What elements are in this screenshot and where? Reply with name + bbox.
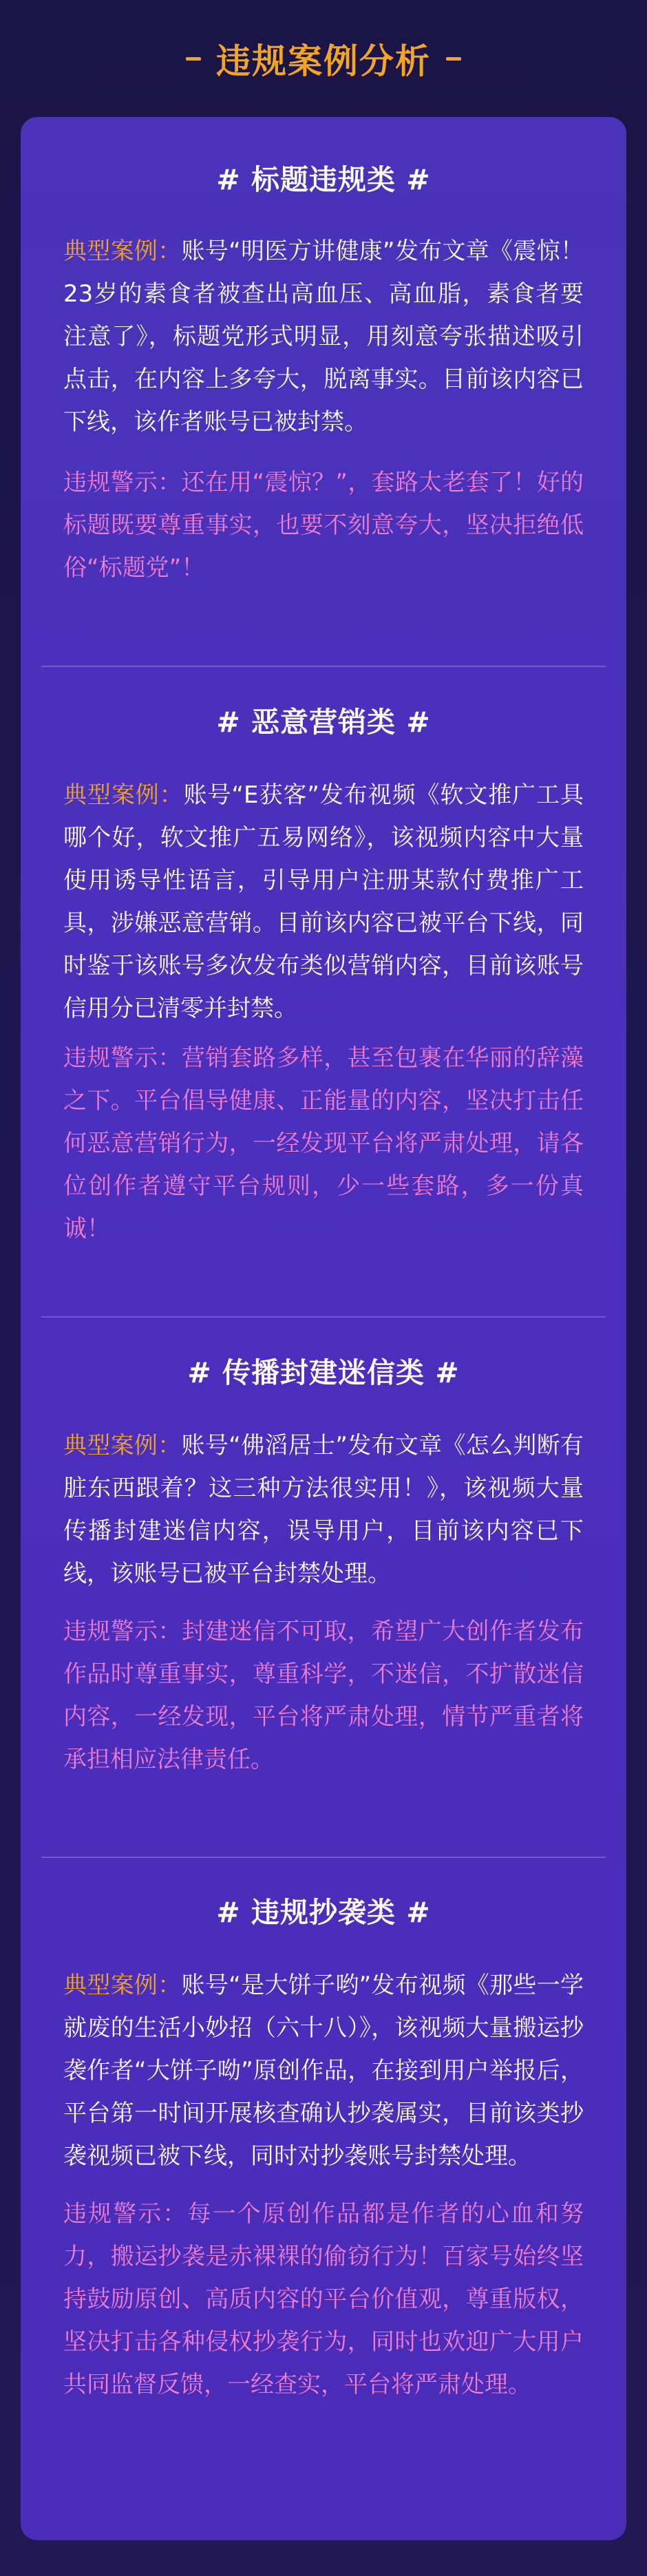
case-label: 典型案例： [63, 1432, 182, 1459]
warning-paragraph [63, 2193, 584, 2406]
warning-text: 营销套路多样，甚至包裹在华丽的辞藻之下。平台倡导健康、正能量的内容，坚决打击任何恶意营销行为，一经发现平台将严肃处理，请各位创作者遵守平台规则，少一些套路，多一份真诚！ [63, 1044, 584, 1243]
warning-paragraph [63, 1037, 584, 1250]
page-title: 违规案例分析 [216, 41, 431, 81]
case-paragraph [63, 230, 584, 443]
section-heading: # 恶意营销类 # [216, 705, 431, 739]
case-paragraph [63, 774, 584, 1030]
section-heading: # 标题违规类 # [216, 162, 431, 196]
case-text: 账号“是大饼子哟”发布视频《那些一学就废的生活小妙招（六十八）》，该视频大量搬运抄袭作者“大饼子呦”原创作品，在接到用户举报后，平台第一时间开展核查确认抄袭属实，目前该类抄袭视频已被下线，同时对抄袭账号封禁处理。 [63, 1972, 584, 2170]
warning-text: 封建迷信不可取，希望广大创作者发布作品时尊重事实，尊重科学，不迷信，不扩散迷信内容，一经发现，平台将严肃处理，情节严重者将承担相应法律责任。 [63, 1618, 584, 1773]
section-superstition [63, 1346, 584, 1781]
case-paragraph [63, 1424, 584, 1595]
warning-text: 每一个原创作品都是作者的心血和努力，搬运抄袭是赤裸裸的偷窃行为！百家号始终坚持鼓励原创、高质内容的平台价值观，尊重版权，坚决打击各种侵权抄袭行为，同时也欢迎广大用户共同监督反馈，一经查实，平台将严肃处理。 [63, 2200, 584, 2398]
case-text: 账号“E获客”发布视频《软文推广工具哪个好，软文推广五易网络》，该视频内容中大量使用诱导性语言，引导用户注册某款付费推广工具，涉嫌恶意营销。目前该内容已被平台下线，同时鉴于该账号多次发布类似营销内容，目前该账号信用分已清零并封禁。 [63, 781, 584, 1022]
section-malicious-marketing [63, 695, 584, 1250]
section-divider [41, 666, 606, 667]
section-title-violation [63, 153, 584, 589]
content-card [21, 117, 626, 2540]
header-dash-left [186, 57, 201, 61]
warning-paragraph [63, 1610, 584, 1781]
section-divider [41, 1857, 606, 1858]
warning-label: 违规警示： [63, 1618, 182, 1645]
header-dash-right [446, 57, 461, 61]
section-plagiarism [63, 1886, 584, 2406]
case-label: 典型案例： [63, 237, 182, 265]
case-label: 典型案例： [63, 1972, 182, 1999]
section-divider [41, 1316, 606, 1318]
warning-label: 违规警示： [63, 1044, 182, 1072]
section-heading: # 传播封建迷信类 # [187, 1355, 460, 1389]
warning-label: 违规警示： [63, 469, 182, 496]
warning-paragraph [63, 461, 584, 589]
case-label: 典型案例： [63, 781, 184, 809]
warning-text: 还在用“震惊？”，套路太老套了！好的标题既要尊重事实，也要不刻意夸大，坚决拒绝低俗“标题党”！ [63, 469, 584, 582]
warning-label: 违规警示： [63, 2200, 188, 2228]
case-paragraph [63, 1964, 584, 2177]
section-heading: # 违规抄袭类 # [216, 1895, 431, 1929]
page-header [0, 34, 647, 83]
case-text: 账号“佛滔居士”发布文章《怎么判断有脏东西跟着？这三种方法很实用！》，该视频大量传播封建迷信内容，误导用户，目前该内容已下线，该账号已被平台封禁处理。 [63, 1432, 584, 1587]
case-text: 账号“明医方讲健康”发布文章《震惊！23岁的素食者被查出高血压、高血脂，素食者要注意了》，标题党形式明显，用刻意夸张描述吸引点击，在内容上多夸大，脱离事实。目前该内容已下线，该作者账号已被封禁。 [63, 237, 584, 436]
